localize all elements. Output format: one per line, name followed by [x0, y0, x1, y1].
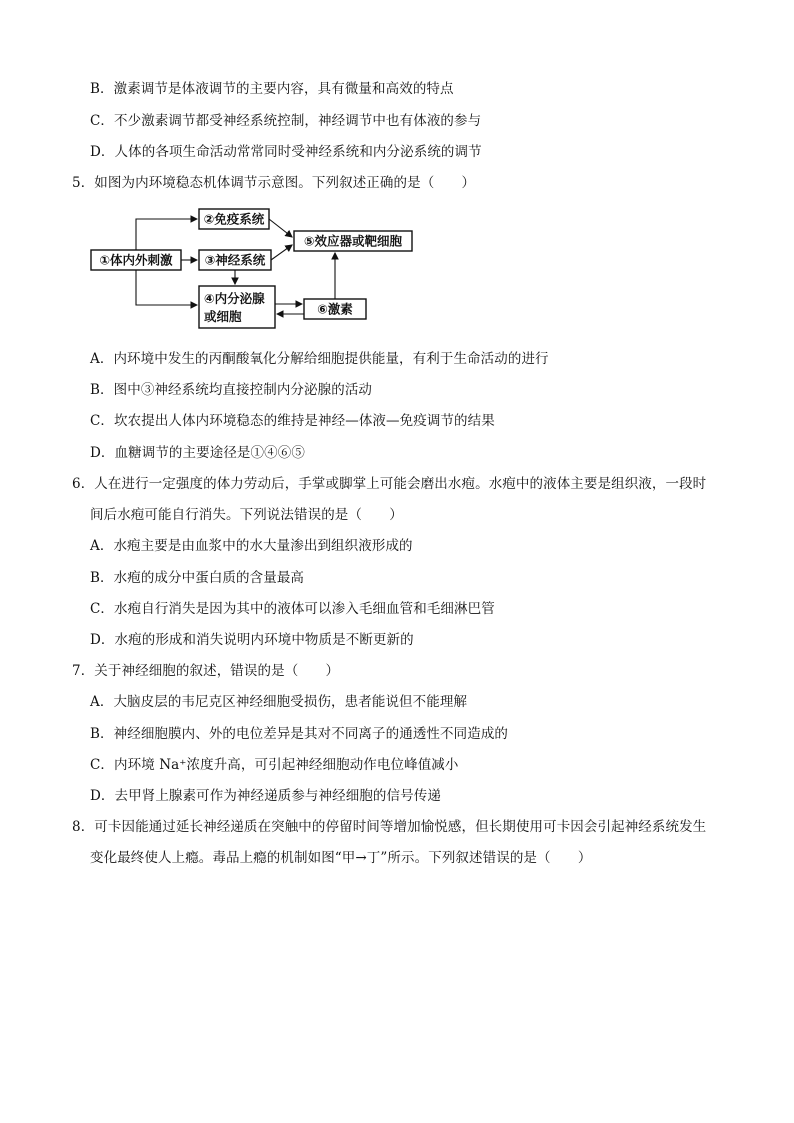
- svg-text:或细胞: 或细胞: [204, 309, 242, 324]
- box-hormone: [304, 299, 366, 319]
- q7-option-a: A．大脑皮层的韦尼克区神经细胞受损伤，患者能说但不能理解: [90, 694, 468, 710]
- q6-stem-line2: 间后水疱可能自行消失。下列说法错误的是（ ）: [90, 507, 403, 523]
- q7-option-c: C．内环境 Na⁺浓度升高，可引起神经细胞动作电位峰值减小: [90, 757, 459, 773]
- q5-option-c: C．坎农提出人体内环境稳态的维持是神经—体液—免疫调节的结果: [90, 413, 495, 429]
- box-stimulus: [91, 250, 181, 270]
- svg-text:⑤效应器或靶细胞: ⑤效应器或靶细胞: [303, 233, 403, 249]
- box-nervous-system: [199, 250, 271, 270]
- q8-stem-line2: 变化最终使人上瘾。毒品上瘾的机制如图“甲→丁”所示。下列叙述错误的是（ ）: [90, 850, 592, 866]
- q6-option-c: C．水疱自行消失是因为其中的液体可以渗入毛细血管和毛细淋巴管: [90, 601, 495, 617]
- q5-option-a: A．内环境中发生的丙酮酸氧化分解给细胞提供能量，有利于生命活动的进行: [90, 351, 549, 367]
- q7-stem: 7．关于神经细胞的叙述，错误的是（ ）: [72, 663, 340, 679]
- q6-option-b: B．水疱的成分中蛋白质的含量最高: [90, 570, 305, 586]
- svg-text:⑥激素: ⑥激素: [317, 301, 353, 317]
- q4-option-c: C．不少激素调节都受神经系统控制，神经调节中也有体液的参与: [90, 113, 482, 129]
- q6-option-d: D．水疱的形成和消失说明内环境中物质是不断更新的: [90, 632, 414, 648]
- box-effector-target-cell: [294, 231, 412, 251]
- q5-regulation-diagram: [88, 200, 418, 336]
- q5-option-b: B．图中③神经系统均直接控制内分泌腺的活动: [90, 382, 373, 398]
- box-immune-system: [199, 209, 269, 229]
- svg-text:①体内外刺激: ①体内外刺激: [99, 252, 173, 268]
- svg-text:④内分泌腺: ④内分泌腺: [204, 291, 265, 306]
- q8-stem-line1: 8．可卡因能通过延长神经递质在突触中的停留时间等增加愉悦感，但长期使用可卡因会引起神经系统发生: [72, 819, 707, 835]
- q7-option-d: D．去甲肾上腺素可作为神经递质参与神经细胞的信号传递: [90, 788, 441, 804]
- q5-option-d: D．血糖调节的主要途径是①④⑥⑤: [90, 445, 305, 461]
- q6-option-a: A．水疱主要是由血浆中的水大量渗出到组织液形成的: [90, 538, 413, 554]
- q4-option-d: D．人体的各项生命活动常常同时受神经系统和内分泌系统的调节: [90, 144, 482, 160]
- box-endocrine-gland: [199, 286, 275, 328]
- q7-option-b: B．神经细胞膜内、外的电位差异是其对不同离子的通透性不同造成的: [90, 726, 509, 742]
- q5-stem: 5．如图为内环境稳态机体调节示意图。下列叙述正确的是（ ）: [72, 175, 476, 191]
- svg-text:②免疫系统: ②免疫系统: [203, 211, 265, 227]
- svg-text:③神经系统: ③神经系统: [204, 252, 266, 268]
- q4-option-b: B．激素调节是体液调节的主要内容，具有微量和高效的特点: [90, 81, 454, 97]
- q6-stem-line1: 6．人在进行一定强度的体力劳动后，手掌或脚掌上可能会磨出水疱。水疱中的液体主要是组织液，一段时: [72, 476, 707, 492]
